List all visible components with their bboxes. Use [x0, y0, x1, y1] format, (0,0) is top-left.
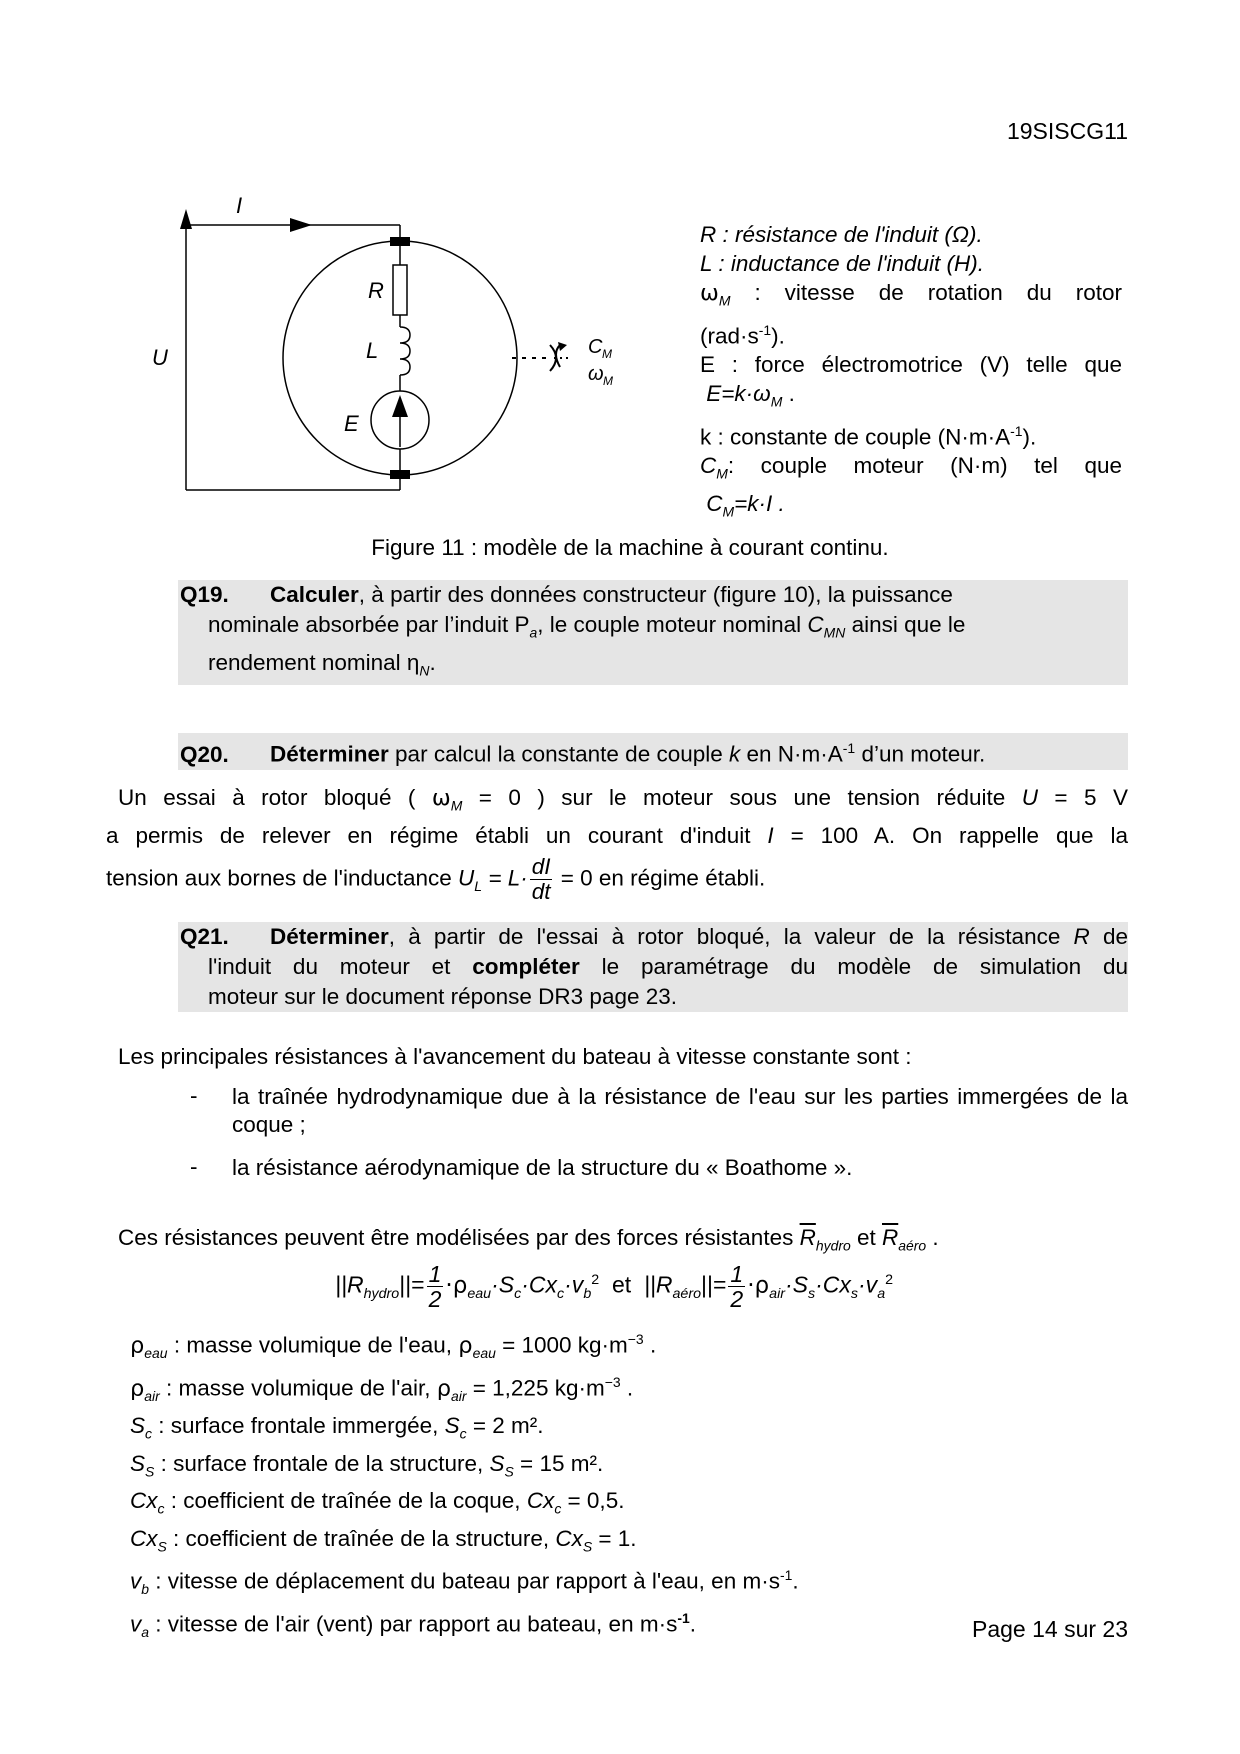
legend-e: E : force électromotrice (V) telle que	[700, 352, 1122, 377]
bullet-text-1: la traînée hydrodynamique due à la résistance de l'eau sur les parties immergées de la coque ;	[232, 1084, 1128, 1137]
bullet-text-2: la résistance aérodynamique de la structure du « Boathome ».	[232, 1155, 853, 1180]
current-arrow-head	[290, 218, 312, 232]
bottom-brush	[390, 470, 410, 479]
bullet-dash-1: -	[190, 1083, 198, 1108]
legend-e-formula: $E=k\cdot\omega_M$ .	[706, 381, 795, 410]
label-current: I	[236, 195, 243, 218]
label-torque: C	[588, 336, 603, 358]
variable-list	[130, 1325, 799, 1647]
dc-motor-circuit-diagram	[140, 195, 660, 515]
var-va: $v_a$ : vitesse de l'air (vent) par rapport au bateau, en $m\cdot s^{-1}$.	[130, 1610, 696, 1640]
var-sc: $S_c$ : surface frontale immergée, $S_c = 2$ m².	[130, 1413, 544, 1442]
figure-caption: Figure 11 : modèle de la machine à courant continu.	[371, 535, 889, 560]
var-cxc: $Cx_c$ : coefficient de traînée de la coque, $Cx_c = 0,5$.	[130, 1488, 625, 1517]
question-q20: Q20. Déterminer par calcul la constante de couple k en $N\cdot m\cdot A^{-1}$ d’un moteur.	[178, 733, 1128, 770]
label-resistor: R	[368, 278, 384, 303]
legend-w: $\omega_M$ : vitesse de rotation du rotor	[700, 280, 1122, 309]
legend-cm: $C_M$: couple moteur (N·m) tel que	[700, 453, 1122, 482]
inductor-symbol	[400, 327, 410, 375]
legend-l: L : inductance de l'induit (H).	[700, 251, 985, 276]
figure-legend	[700, 220, 1122, 526]
var-ss: $S_S$ : surface frontale de la structure, $S_S = 15$ m².	[130, 1450, 604, 1479]
paragraph-resistances-intro: Les principales résistances à l'avancement du bateau à vitesse constante sont :	[118, 1044, 912, 1069]
var-vb: $v_b$ : vitesse de déplacement du bateau par rapport à l'eau, en $m\cdot s^{-1}$.	[130, 1567, 799, 1597]
label-speed-sub: M	[603, 374, 613, 388]
label-emf: E	[344, 411, 359, 436]
label-inductor: L	[366, 338, 379, 363]
var-rho-air: $\rho_{air}$ : masse volumique de l'air, $\rho_{air} = 1,225$ $kg\cdot m^{-3}$ .	[130, 1374, 634, 1404]
paragraph-rotor-test: Un essai à rotor bloqué ( $\omega_M = 0$ ) sur le moteur sous une tension réduite U = 5 V a permis de relever en régime établi un courant d'induit I = 100 A. On rappelle que la tension aux bornes de l'inductance $U_L = L\cdot$ $\frac{dI}{dt}$ = 0 en régime établi.	[106, 785, 1128, 904]
var-rho-eau: $\rho_{eau}$ : masse volumique de l'eau, $\rho_{eau} = 1000$ $kg\cdot m^{-3}$ .	[130, 1331, 657, 1361]
paragraph-forces: Ces résistances peuvent être modélisées par des forces résistantes $\overline{R}_{hydro}$ et $\overline{R}_{aéro}$ .	[118, 1225, 939, 1254]
legend-k: k : constante de couple $(N\cdot m\cdot A^{-1})$.	[700, 422, 1037, 449]
top-brush	[390, 237, 410, 246]
label-torque-sub: M	[602, 347, 612, 361]
resistor-symbol	[393, 265, 407, 315]
label-speed: ω	[588, 363, 604, 385]
bullet-dash-2: -	[190, 1154, 198, 1179]
legend-r: R : résistance de l'induit (Ω).	[700, 222, 983, 247]
label-voltage: U	[152, 345, 168, 370]
voltage-arrow-head	[180, 209, 192, 229]
legend-cm-formula: $C_M=k\cdot I$ .	[706, 490, 785, 519]
page-number: Page 14 sur 23	[971, 1616, 1128, 1642]
document-code: 19SISCG11	[1006, 118, 1128, 144]
question-q21: Q21. Déterminer, à partir de l'essai à rotor bloqué, la valeur de la résistance R de l'induit du moteur et compléter le paramétrage du modèle de simulation du moteur sur le document réponse DR3 page 23.	[178, 922, 1128, 1012]
drag-formula: $||R_{hydro}||=$ $\frac{1}{2}$ $\cdot\rho_{eau}\cdot S_c\cdot Cx_c\cdot v_b^2$ et $||R_{aéro}||=$ $\frac{1}{2}$ $\cdot\rho_{air}\cdot S_s\cdot Cx_s\cdot v_a^2$	[335, 1261, 894, 1312]
legend-w-unit: $(rad\cdot s^{-1})$.	[700, 321, 785, 348]
question-q19: Q19. Calculer, à partir des données constructeur (figure 10), la puissance nominale absorbée par l’induit $P_a$, le couple moteur nominal $C_{MN}$ ainsi que le rendement nominal $\eta_N$.	[178, 580, 1128, 685]
var-cxs: $Cx_S$ : coefficient de traînée de la structure, $Cx_S = 1$.	[130, 1525, 637, 1554]
